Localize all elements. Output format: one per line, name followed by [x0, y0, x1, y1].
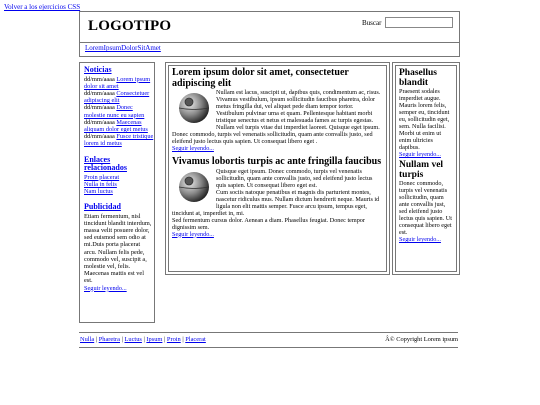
sidebar-block-title: Phasellus blandit	[399, 68, 438, 88]
article-paragraph: Donec commodo, turpis vel venenatis sollicitudin, quam ante convallis justo, sed eleifend justo lectus quis sapien. Ut consequat libero eget .	[172, 131, 373, 145]
footer-separator: |	[182, 336, 184, 343]
related-link[interactable]: Nam luctus	[84, 187, 113, 195]
news-item	[84, 119, 154, 133]
logo: LOGOTIPO	[88, 18, 172, 34]
page-header	[79, 11, 460, 43]
related-link[interactable]: Nulla in felis	[84, 180, 117, 188]
left-sidebar	[79, 62, 155, 323]
death-star-image	[178, 92, 210, 124]
search-label: Buscar	[362, 19, 382, 27]
advertising-section	[84, 203, 154, 292]
article-paragraph: Sed fermentum cursus dolor. Aenean a diam. Phasellus feugiat. Donec tempor dignissim sem.	[172, 216, 365, 231]
news-heading-link[interactable]: Noticias	[84, 65, 112, 74]
advertising-read-more-link[interactable]: Seguir leyendo...	[84, 284, 127, 292]
news-link[interactable]: Donec molestie nunc eu sapien	[84, 104, 145, 119]
footer-links	[80, 336, 206, 343]
news-date: dd/mm/aaaa	[84, 118, 115, 126]
page-footer	[79, 332, 458, 348]
news-link[interactable]: Maecenas aliquam dolor eget metus	[84, 118, 148, 133]
death-star-image	[178, 171, 210, 203]
article-read-more-link[interactable]: Seguir leyendo...	[172, 145, 214, 152]
article-paragraph: Nullam est lacus, suscipit ut, dapibus quis, condimentum ac, risus. Vivamus vestibulum, ipsum sollicitudin faucibus pharetra, dolor metus fringilla dui, vel aliquet pede diam tempor tortor.	[216, 89, 381, 110]
advertising-text: Etiam fermentum, nisl tincidunt blandit interdum, massa velit posuere dolor, sed euismod sem odio at mi.Duis porta placerat arcu. Nullam felis pede, commodo vel, suscipit a, molestie vel, felis. Maecenas mattis est vel est.	[84, 212, 152, 285]
news-date: dd/mm/aaaa	[84, 89, 115, 97]
related-link[interactable]: Proin placerat	[84, 173, 120, 181]
news-link[interactable]: Consectetuer adipiscing elit	[84, 89, 150, 105]
footer-link[interactable]: Pharetra	[98, 336, 120, 343]
sidebar-block-title: Nullam vel turpis	[399, 160, 444, 180]
news-item	[84, 133, 154, 147]
news-link[interactable]: Fusce tristique lorem id metus	[84, 133, 154, 148]
sidebar-block	[399, 68, 453, 158]
news-section	[84, 66, 154, 148]
sidebar-read-more-link[interactable]: Seguir leyendo...	[399, 151, 441, 158]
footer-link[interactable]: Proin	[166, 336, 181, 343]
sidebar-read-more-link[interactable]: Seguir leyendo...	[399, 236, 441, 243]
news-item	[84, 90, 154, 104]
back-to-exercises-link[interactable]: Volver a los ejercicios CSS	[4, 3, 81, 11]
footer-link[interactable]: Nulla	[80, 336, 95, 343]
footer-link[interactable]: Luctus	[124, 336, 142, 343]
right-sidebar	[392, 62, 460, 275]
article-read-more-link[interactable]: Seguir leyendo...	[172, 230, 214, 238]
article-paragraph: Quisque eget ipsum. Donec commodo, turpis vel venenatis sollicitudin, quam ante convallis justo, sed eleifend justo lectus quis sapien. Ut consequat libero eget est.	[216, 167, 373, 189]
news-date: dd/mm/aaaa	[84, 104, 115, 112]
article-paragraph: Cum sociis natoque penatibus et magnis dis parturient montes, nascetur ridiculus mus. Nullam dictum hendrerit neque. Mauris id ligula non elit mattis semper. Fusce arcu ipsum, tempus eget, tincidunt at, imperdiet in, mi.	[172, 188, 380, 217]
main-content	[165, 62, 390, 275]
footer-separator: |	[95, 336, 98, 343]
advertising-heading-link[interactable]: Publicidad	[84, 202, 121, 212]
sidebar-block	[399, 160, 453, 243]
footer-separator: |	[143, 336, 145, 343]
news-link[interactable]: Lorem ipsum dolor sit amet	[84, 75, 151, 90]
article	[172, 157, 383, 238]
nav-link[interactable]: LoremIpsumDolorSitAmet	[85, 44, 161, 52]
news-item	[84, 76, 154, 90]
article-title: Vivamus lobortis turpis ac ante fringilla faucibus	[172, 156, 382, 167]
navigation-bar	[79, 41, 460, 57]
sidebar-block-text: Praesent sodales imperdiet augue. Mauris lorem felis, semper eu, tincidunt eu, sollicitudin eget, sem. Nulla facilisi. Morbi ut enim ut enim ultricies dapibus.	[399, 88, 450, 151]
footer-separator: |	[121, 336, 123, 343]
related-links-section	[84, 156, 154, 196]
news-date: dd/mm/aaaa	[84, 75, 115, 83]
article-title: Lorem ipsum dolor sit amet, consectetuer adipiscing elit	[172, 67, 349, 89]
article	[172, 68, 383, 152]
footer-separator: |	[164, 336, 166, 343]
search-input[interactable]	[385, 17, 453, 28]
news-item	[84, 104, 154, 118]
footer-link[interactable]: Placerat	[185, 336, 206, 343]
copyright-text: Â© Copyright Lorem ipsum	[385, 336, 458, 343]
footer-link[interactable]: Ipsum	[146, 336, 163, 343]
article-paragraph: Vestibulum pulvinar urna et quam. Pellentesque habitant morbi tristique senectus et netus et malesuada fames ac turpis egestas. Nullam vel turpis vitae dui imperdiet laoreet. Quisque eget ipsum.	[216, 110, 380, 131]
related-links-heading-link[interactable]: Enlaces relacionados	[84, 154, 127, 173]
sidebar-block-text: Donec commodo, turpis vel venenatis sollicitudin, quam ante convallis just, sed eleifend justo lectus quis sapien. Ut consequat libero eget est.	[399, 180, 452, 236]
news-date: dd/mm/aaaa	[84, 133, 115, 141]
